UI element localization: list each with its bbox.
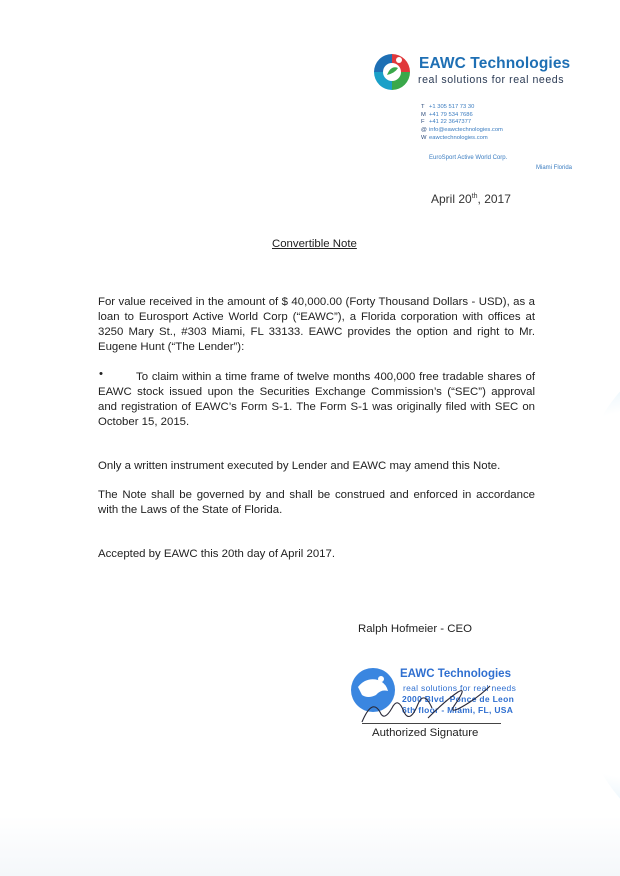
company-tagline: real solutions for real needs [418, 74, 565, 86]
signature-caption: Authorized Signature [372, 727, 479, 739]
decorative-swoosh [560, 360, 620, 830]
handwritten-signature-icon [358, 678, 508, 728]
acceptance-paragraph: Accepted by EAWC this 20th day of April 2017. [98, 548, 336, 560]
loan-paragraph: For value received in the amount of $ 40,000.00 (Forty Thousand Dollars - USD), as a loan to Eurosport Active World Corp (“EAWC”), a Florida corporation with offices at 3250 Mary St., #303 Miami, FL 33133. EAWC provides the option and right to Mr. Eugene Hunt (“The Lender”): [98, 296, 535, 353]
letter-date: April 20th, 2017 [431, 192, 511, 206]
governing-law-paragraph: The Note shall be governed by and shall be construed and enforced in accordance with the Laws of the State of Florida. [98, 489, 535, 516]
eawc-logo-icon [371, 51, 413, 93]
stamp-address-line-2: 6th floor - Miami, FL, USA [402, 705, 514, 715]
stamp-company-name: EAWC Technologies [400, 668, 511, 680]
signature-line [362, 723, 501, 724]
contact-phone: T +1 305 517 73 30 [421, 104, 475, 110]
stamp-address-line-1: 2000 Blvd. Ponce de Leon [402, 694, 515, 704]
decorative-bottom-band [0, 816, 620, 876]
stamp-tagline: real solutions for real needs [403, 683, 517, 693]
company-name: EAWC Technologies [419, 55, 571, 72]
contact-website: W eawctechnologies.com [421, 134, 488, 141]
bullet-paragraph: To claim within a time frame of twelve months 400,000 free tradable shares of EAWC stock issued upon the Securities Exchange Commission’s (“SEC”) approval and registration of EAWC’s Form S-1. The Form S-1 was originally filed with SEC on October 15, 2015. [98, 371, 535, 428]
document-title: Convertible Note [272, 238, 357, 250]
signer-name: Ralph Hofmeier - CEO [358, 623, 472, 635]
contact-fax: F +41 22 3647377 [421, 119, 472, 126]
bullet-icon: • [99, 368, 103, 380]
contact-block [421, 104, 503, 143]
amendment-paragraph: Only a written instrument executed by Lender and EAWC may amend this Note. [98, 460, 501, 472]
contact-email: @ info@eawctechnologies.com [421, 127, 503, 134]
city-line: Miami Florida [536, 165, 573, 171]
contact-mobile: M +41 79 534 7686 [421, 111, 473, 118]
corporation-line: EuroSport Active World Corp. [429, 155, 508, 161]
